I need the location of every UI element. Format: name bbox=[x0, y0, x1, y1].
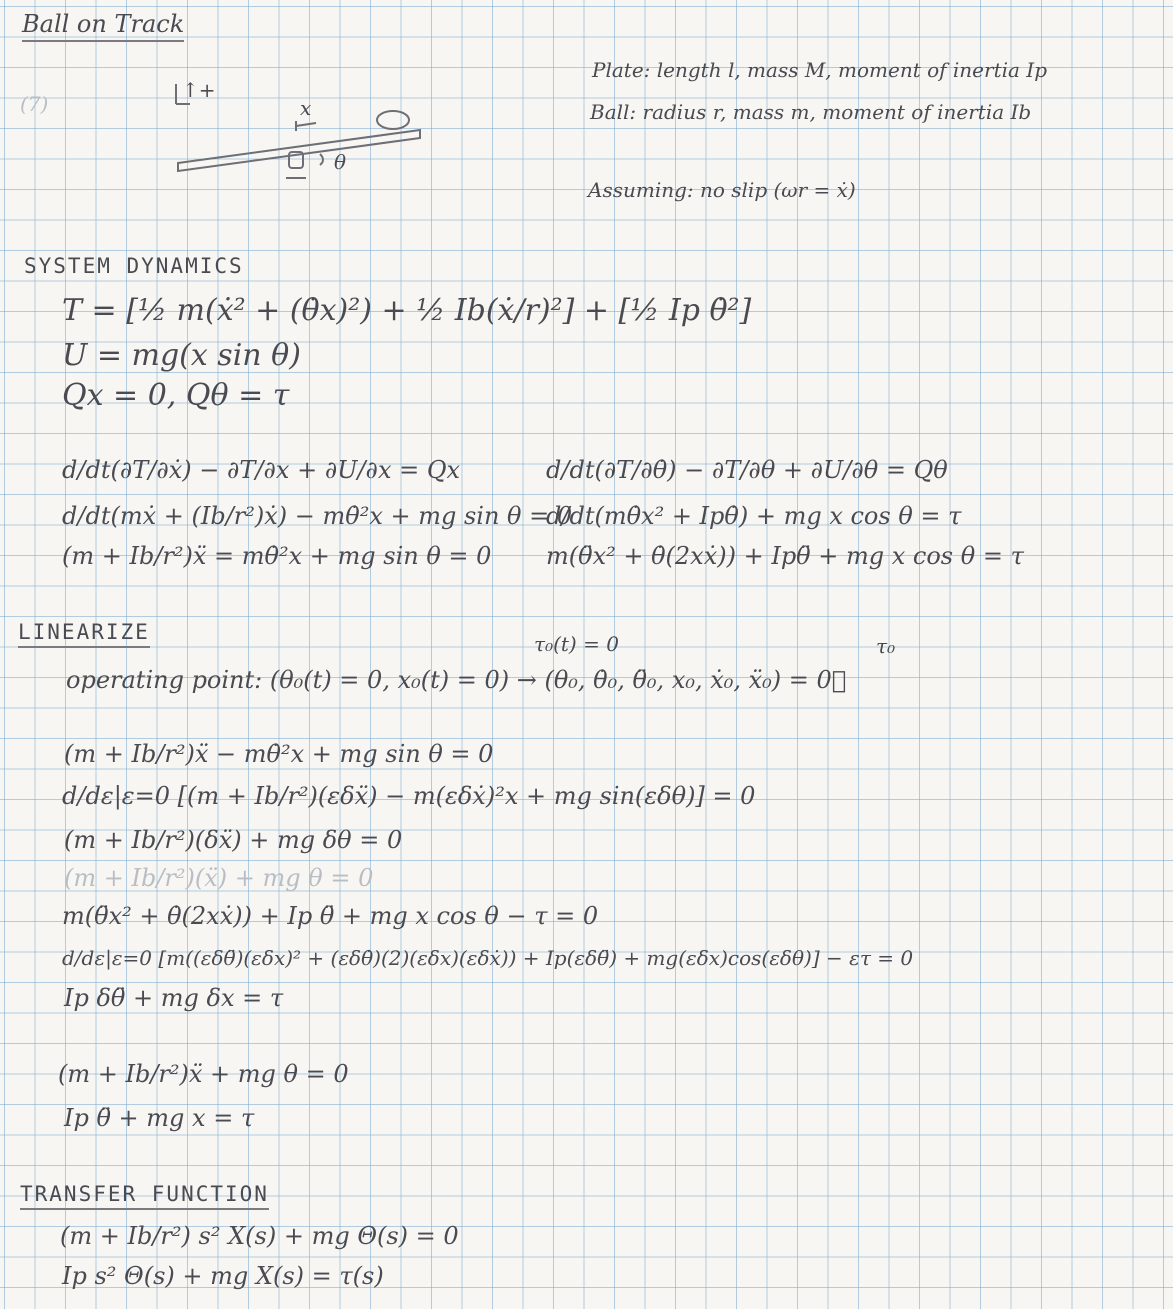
problem-number: (7) bbox=[20, 92, 49, 116]
potential-energy-eq: U = mg(x sin θ) bbox=[62, 338, 301, 373]
track-plate bbox=[178, 130, 420, 171]
lagrange-x-eq-2: d/dt(mẋ + (Ib/r²)ẋ) − mθ̇²x + mg sin θ = 0 bbox=[62, 502, 573, 530]
plate-description: Plate: length l, mass M, moment of inertia Ip bbox=[592, 58, 1047, 82]
page-title: Ball on Track bbox=[22, 10, 184, 42]
diagram-axis-label: ↑+ bbox=[182, 78, 216, 102]
x-arrow bbox=[296, 123, 316, 126]
theta-arc bbox=[320, 154, 323, 165]
linearize-line-6: d/dε|ε=0 [m((εδθ̈)(εδx)² + (εδθ̇)(2)(εδx)(εδẋ)) + Ip(εδθ̈) + mg(εδx)cos(εδθ)] − ετ = 0 bbox=[62, 946, 914, 970]
linearize-heading: LINEARIZE bbox=[18, 620, 150, 648]
linearize-line-7: Ip δθ̈ + mg δx = τ bbox=[64, 984, 284, 1012]
lagrange-x-eq-1: d/dt(∂T/∂ẋ) − ∂T/∂x + ∂U/∂x = Qx bbox=[62, 456, 461, 484]
lagrange-theta-eq-2: d/dt(mθ̇x² + Ipθ̇) + mg x cos θ = τ bbox=[546, 502, 962, 530]
kinetic-energy-eq: T = [½ m(ẋ² + (θ̇x)²) + ½ Ib(ẋ/r)²] + [½ Ip θ̇²] bbox=[62, 293, 752, 328]
assumption: Assuming: no slip (ωr = ẋ) bbox=[588, 178, 856, 202]
linearize-line-5: m(θ̈x² + θ̇(2xẋ)) + Ip θ̈ + mg x cos θ − τ = 0 bbox=[62, 902, 599, 930]
lagrange-x-eq-3: (m + Ib/r²)ẍ = mθ̇²x + mg sin θ = 0 bbox=[62, 542, 492, 570]
ball-shape bbox=[377, 111, 409, 129]
linearize-line-3: (m + Ib/r²)(δẍ) + mg δθ = 0 bbox=[64, 826, 403, 854]
linearize-line-1: (m + Ib/r²)ẍ − mθ̇²x + mg sin θ = 0 bbox=[64, 740, 494, 768]
diagram-theta-label: θ bbox=[334, 150, 347, 174]
transfer-eq-1: (m + Ib/r²) s² X(s) + mg Θ(s) = 0 bbox=[60, 1222, 459, 1250]
linearized-result-1: (m + Ib/r²)ẍ + mg θ = 0 bbox=[58, 1060, 349, 1088]
operating-point: operating point: (θ₀(t) = 0, x₀(t) = 0) → (θ₀, θ̇₀, θ̈₀, x₀, ẋ₀, ẍ₀) = 0⃗ bbox=[66, 666, 847, 694]
lagrange-theta-eq-3: m(θ̈x² + θ̇(2xẋ)) + Ipθ̈ + mg x cos θ = τ bbox=[546, 542, 1024, 570]
tau-note: τ₀(t) = 0 bbox=[534, 632, 619, 656]
linearize-line-2: d/dε|ε=0 [(m + Ib/r²)(εδẍ) − m(εδẋ)²x + mg sin(εδθ)] = 0 bbox=[62, 782, 756, 810]
linearized-result-2: Ip θ̈ + mg x = τ bbox=[64, 1104, 255, 1132]
transfer-heading: TRANSFER FUNCTION bbox=[20, 1182, 269, 1210]
transfer-eq-2: Ip s² Θ(s) + mg X(s) = τ(s) bbox=[62, 1262, 384, 1290]
lagrange-theta-eq-1: d/dt(∂T/∂θ̇) − ∂T/∂θ + ∂U/∂θ = Qθ bbox=[546, 456, 948, 484]
tau-note-2: τ₀ bbox=[876, 634, 896, 658]
generalized-forces-eq: Qx = 0, Qθ = τ bbox=[62, 378, 290, 413]
diagram-x-label: x bbox=[300, 96, 312, 120]
linearize-line-4-erased: (m + Ib/r²)(ẍ) + mg θ = 0 bbox=[64, 864, 374, 892]
ball-description: Ball: radius r, mass m, moment of inertia Ib bbox=[590, 100, 1032, 124]
dynamics-heading: SYSTEM DYNAMICS bbox=[24, 254, 244, 278]
